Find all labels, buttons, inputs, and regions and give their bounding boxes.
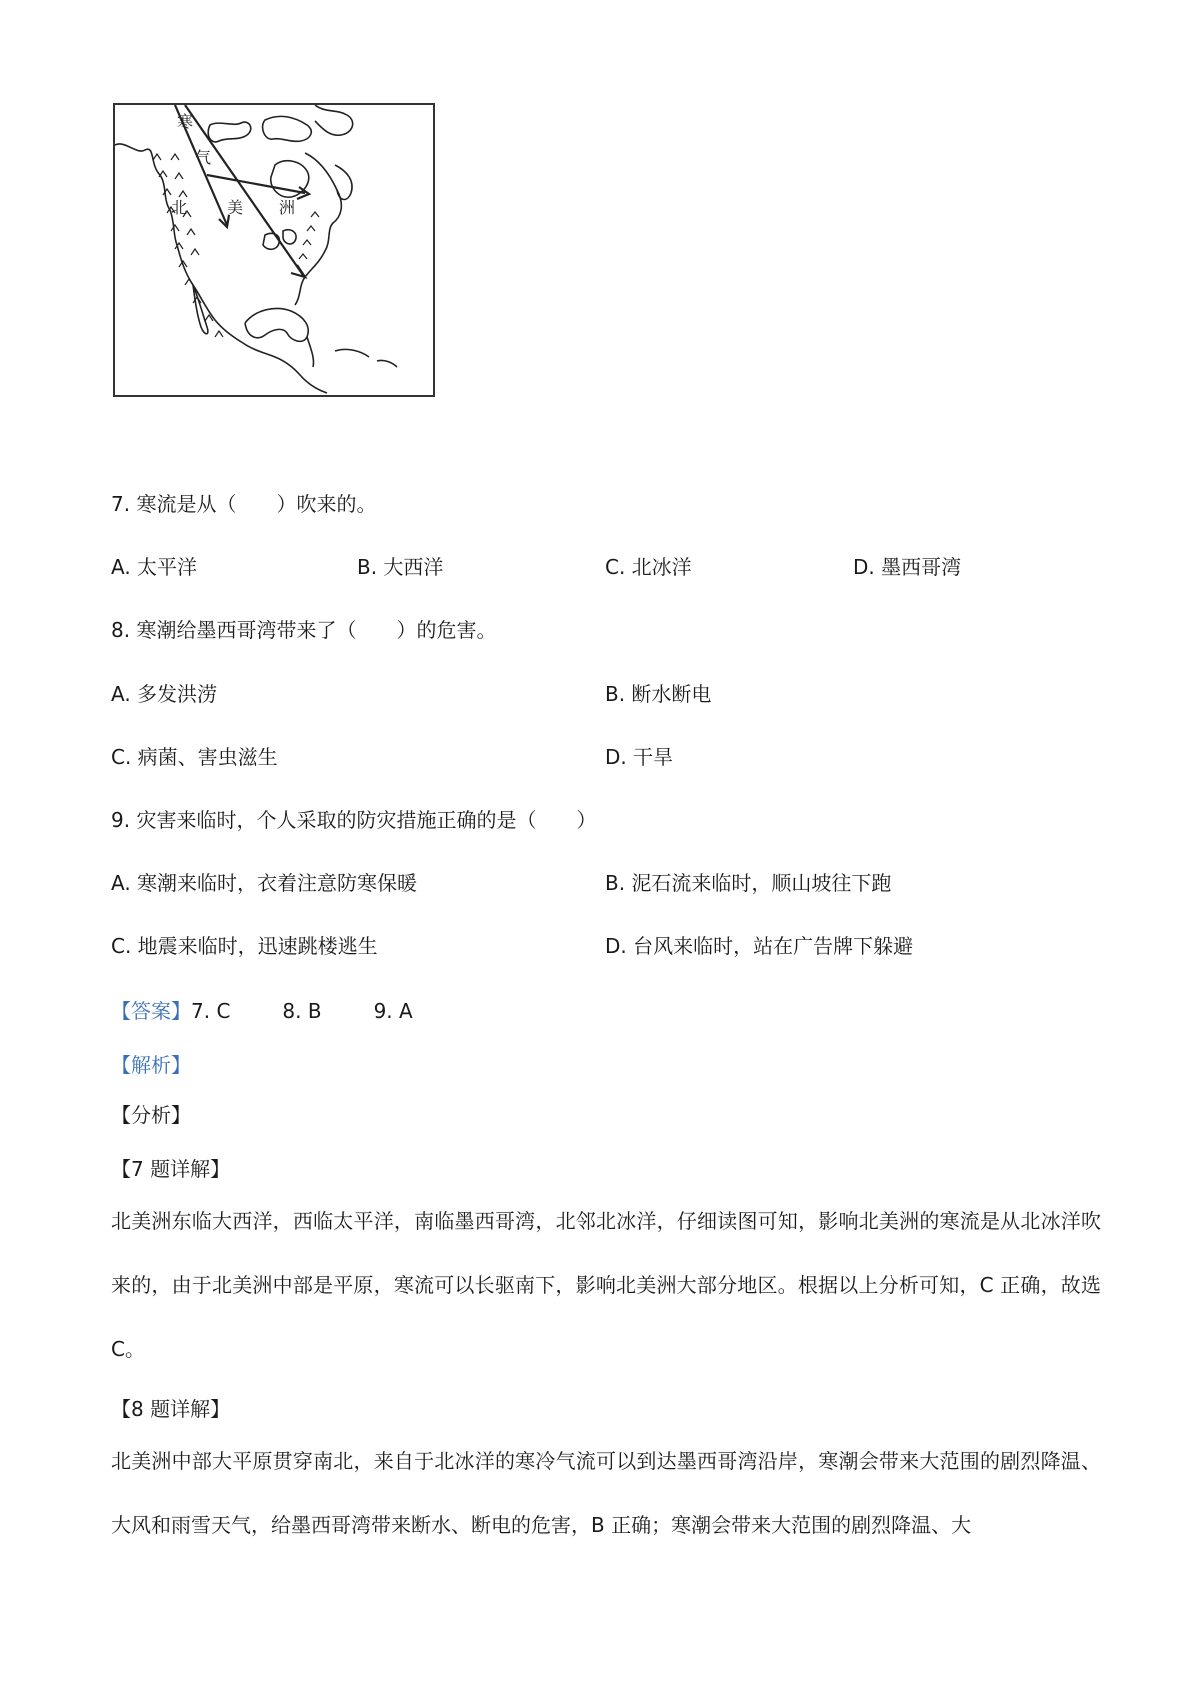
- q8-detail-text: 北美洲中部大平原贯穿南北，来自于北冰洋的寒冷气流可以到达墨西哥湾沿岸，寒潮会带来大范围的剧烈降温、大风和雨雪天气，给墨西哥湾带来断水、断电的危害，B 正确；寒潮会带来大范围的剧烈降温、大: [111, 1449, 1101, 1537]
- florida: [307, 337, 314, 367]
- q8-option-a[interactable]: A. 多发洪涝: [111, 682, 218, 706]
- cold-air-arrows: [175, 105, 309, 277]
- answer-line: [111, 997, 413, 1025]
- baja-peninsula: [193, 285, 208, 334]
- gulf-of-mexico: [245, 308, 308, 341]
- q9-option-a[interactable]: A. 寒潮来临时，衣着注意防寒保暖: [111, 871, 418, 895]
- appalachian-mountains: [299, 212, 319, 259]
- q8-option-c[interactable]: C. 病菌、害虫滋生: [111, 745, 278, 769]
- jiexi-heading: 【解析】: [111, 1053, 191, 1077]
- arrow-head-southeast: [291, 265, 305, 277]
- q7-option-d[interactable]: D. 墨西哥湾: [853, 555, 962, 579]
- answer-label: 【答案】: [111, 999, 191, 1023]
- answer-8: 8. B: [282, 999, 322, 1023]
- arrow-shaft-east: [207, 175, 305, 193]
- q8-option-d[interactable]: D. 干旱: [605, 745, 674, 769]
- great-lake-2: [283, 230, 296, 244]
- arctic-island-1: [208, 122, 251, 142]
- map-label-zhou: 洲: [279, 198, 296, 217]
- answer-7: 7. C: [191, 999, 231, 1023]
- map-label-hanliu: 寒: [177, 112, 194, 131]
- question-8-stem: 8. 寒潮给墨西哥湾带来了（ ）的危害。: [111, 618, 497, 642]
- east-coastline: [295, 153, 341, 305]
- west-coastline: [115, 144, 327, 393]
- fenxi-heading: 【分析】: [111, 1103, 191, 1127]
- map-drawing: [115, 105, 433, 395]
- cuba: [335, 349, 369, 357]
- q9-option-c[interactable]: C. 地震来临时，迅速跳楼逃生: [111, 934, 378, 958]
- greenland-edge: [315, 105, 353, 135]
- map-label-bei: 北: [171, 198, 188, 217]
- map-label-qi: 气: [195, 148, 212, 167]
- map-label-mei: 美: [227, 198, 244, 217]
- q7-detail-text: 北美洲东临大西洋，西临太平洋，南临墨西哥湾，北邻北冰洋，仔细读图可知，影响北美洲的寒流是从北冰洋吹来的，由于北美洲中部是平原，寒流可以长驱南下，影响北美洲大部分地区。根据以上分析可知，C 正确，故选 C。: [111, 1209, 1101, 1361]
- hispaniola: [377, 360, 397, 367]
- q7-detail-heading: 【7 题详解】: [111, 1157, 231, 1181]
- q7-option-b[interactable]: B. 大西洋: [357, 555, 444, 579]
- q8-detail-heading: 【8 题详解】: [111, 1397, 231, 1421]
- question-7-stem: 7. 寒流是从（ ）吹来的。: [111, 492, 377, 516]
- labrador: [335, 165, 352, 199]
- q8-option-b[interactable]: B. 断水断电: [605, 682, 712, 706]
- north-america-map: [113, 103, 435, 397]
- question-9-stem: 9. 灾害来临时，个人采取的防灾措施正确的是（ ）: [111, 808, 597, 832]
- q7-option-c[interactable]: C. 北冰洋: [605, 555, 692, 579]
- arctic-island-2: [263, 116, 312, 141]
- q9-option-b[interactable]: B. 泥石流来临时，顺山坡往下跑: [605, 871, 892, 895]
- q9-option-d[interactable]: D. 台风来临时，站在广告牌下躲避: [605, 934, 914, 958]
- answer-9: 9. A: [373, 999, 413, 1023]
- q7-option-a[interactable]: A. 太平洋: [111, 555, 198, 579]
